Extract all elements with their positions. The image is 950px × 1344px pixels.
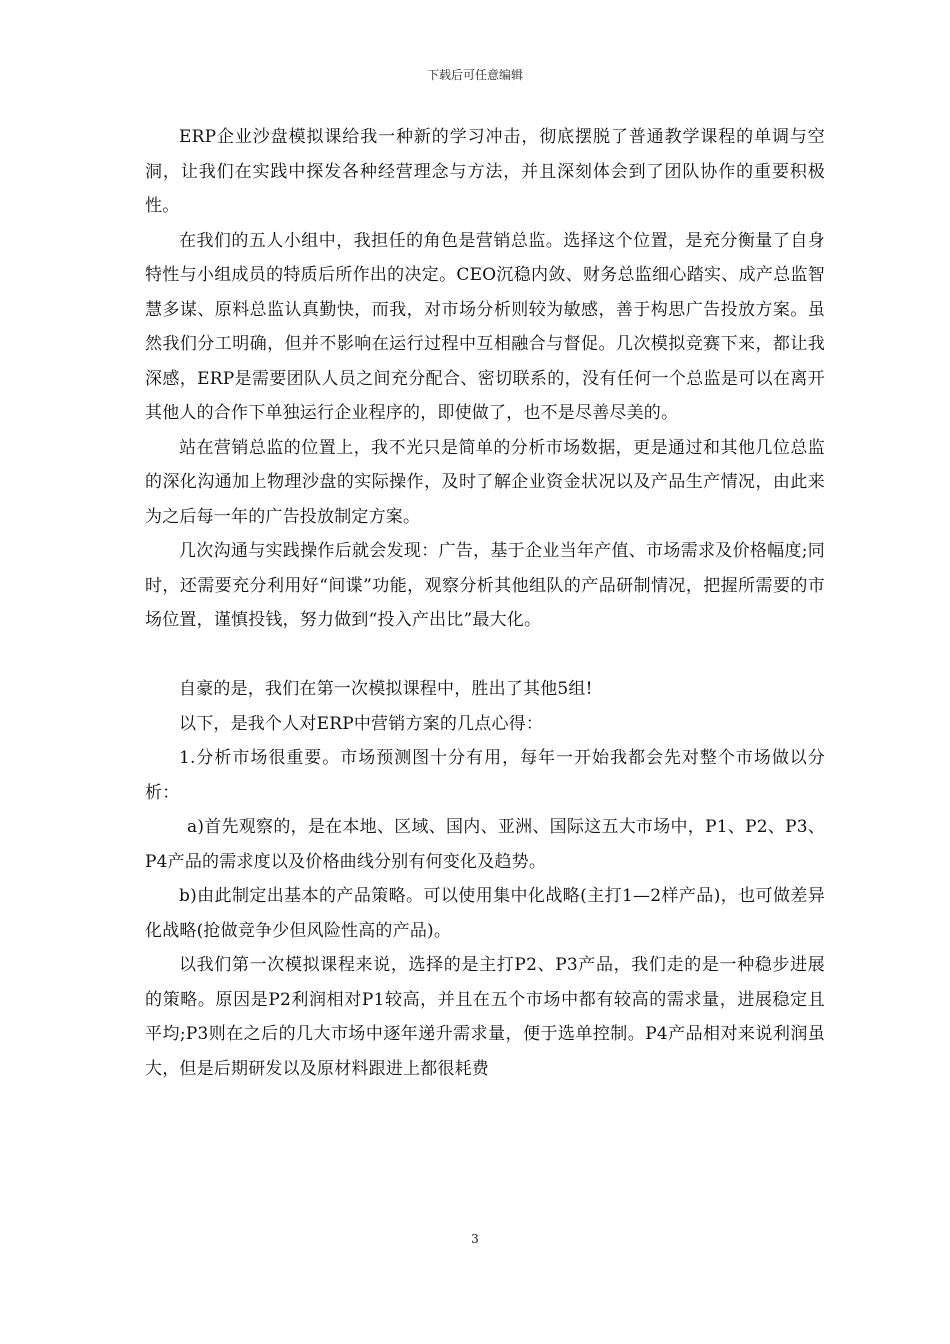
paragraph-advertising: 几次沟通与实践操作后就会发现：广告，基于企业当年产值、市场需求及价格幅度;同时，还需要充分利用好“间谍”功能，观察分析其他组队的产品研制情况，把握所需要的市场位置，谨慎投钱，努力做到“投入产出比”最大化。 [145, 541, 825, 630]
paragraph-team-role: 在我们的五人小组中，我担任的角色是营销总监。选择这个位置，是充分衡量了自身特性与小组成员的特质后所作出的决定。CEO沉稳内敛、财务总监细心踏实、成产总监智慧多谋、原料总监认真勤快，而我，对市场分析则较为敏感，善于构思广告投放方案。虽然我们分工明确，但并不影响在运行过程中互相融合与督促。几次模拟竞赛下来，都让我深感，ERP是需要团队人员之间充分配合、密切联系的，没有任何一个总监是可以在离开其他人的合作下单独运行企业程序的，即使做了，也不是尽善尽美的。 [145, 230, 825, 423]
paragraph-intro: ERP企业沙盘模拟课给我一种新的学习冲击，彻底摆脱了普通教学课程的单调与空洞，让我们在实践中探发各种经营理念与方法，并且深刻体会到了团队协作的重要积极性。 [145, 127, 825, 216]
document-body [145, 120, 825, 1086]
paragraph-point-1: 1.分析市场很重要。市场预测图十分有用，每年一开始我都会先对整个市场做以分析： [145, 748, 825, 803]
page-header: 下载后可任意编辑 [426, 68, 523, 82]
paragraph-pride: 自豪的是，我们在第一次模拟课程中，胜出了其他5组! [179, 679, 593, 699]
paragraph-marketing-position: 站在营销总监的位置上，我不光只是简单的分析市场数据，更是通过和其他几位总监的深化沟通加上物理沙盘的实际操作，及时了解企业资金状况以及产品生产情况，由此来为之后每一年的广告投放制定方案。 [145, 437, 825, 527]
paragraph-point-1a: a)首先观察的，是在本地、区域、国内、亚洲、国际这五大市场中，P1、P2、P3、P4产品的需求度以及价格曲线分别有何变化及趋势。 [145, 817, 825, 872]
paragraph-spacer [145, 638, 825, 673]
paragraph-first-course-strategy: 以我们第一次模拟课程来说，选择的是主打P2、P3产品，我们走的是一种稳步进展的策略。原因是P2利润相对P1较高，并且在五个市场中都有较高的需求量，进展稳定且平均;P3则在之后的几大市场中逐年递升需求量，便于选单控制。P4产品相对来说利润虽大，但是后期研发以及原材料跟进上都很耗费 [145, 955, 825, 1079]
paragraph-point-1b: b)由此制定出基本的产品策略。可以使用集中化战略(主打1—2样产品)，也可做差异化战略(抢做竞争少但风险性高的产品)。 [145, 886, 825, 941]
page-number: 3 [471, 1232, 479, 1246]
paragraph-insights-intro: 以下，是我个人对ERP中营销方案的几点心得： [179, 713, 544, 734]
